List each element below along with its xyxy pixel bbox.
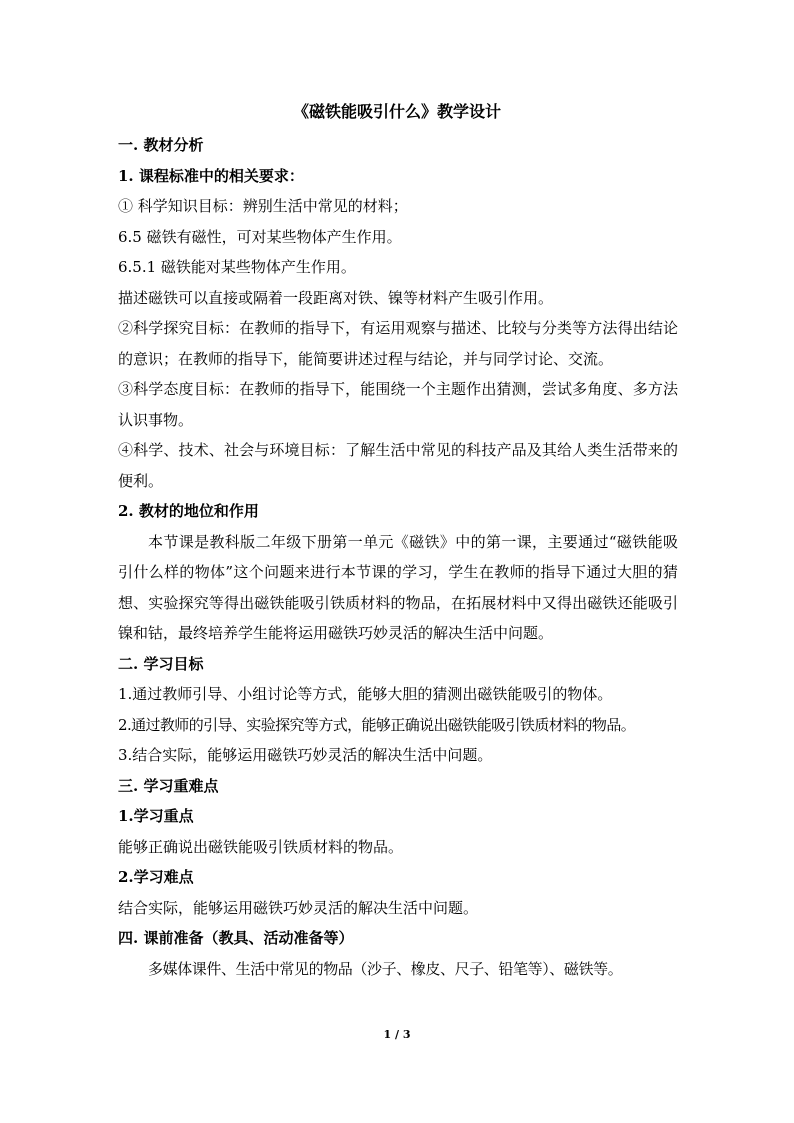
paragraph-objective-2: 2.通过教师的引导、实验探究等方式，能够正确说出磁铁能吸引铁质材料的物品。 [118, 715, 636, 734]
paragraph-attitude-goal: ③科学态度目标：在教师的指导下，能围绕一个主题作出猜测，尝试多角度、多方法认识事物。 [118, 380, 678, 429]
paragraph-objective-1: 1.通过教师引导、小组讨论等方式，能够大胆的猜测出磁铁能吸引的物体。 [118, 685, 613, 703]
subsection-heading-1-1: 1. 课程标准中的相关要求： [118, 166, 304, 185]
paragraph-material-role: 本节课是教科版二年级下册第一单元《磁铁》中的第一课，主要通过“磁铁能吸引什么样的物体”这个问题来进行本节课的学习，学生在教师的指导下通过大胆的猜想、实验探究等得出磁铁能吸引铁质材料的物品，在拓展材料中又得出磁铁还能吸引镍和钴，最终培养学生能将运用磁铁巧妙灵活的解决生活中问题。 [118, 532, 678, 642]
paragraph-preparation: 多媒体课件、生活中常见的物品（沙子、橡皮、尺子、铅笔等）、磁铁等。 [148, 959, 623, 978]
section-heading-4: 四. 课前准备（教具、活动准备等） [118, 929, 354, 947]
paragraph-inquiry-goal: ②科学探究目标：在教师的指导下，有运用观察与描述、比较与分类等方法得出结论的意识；在教师的指导下，能简要讲述过程与结论，并与同学讨论、交流。 [118, 319, 678, 368]
page-number: 1 / 3 [383, 1028, 411, 1041]
subsection-heading-1-2: 2. 教材的地位和作用 [118, 502, 259, 520]
section-heading-3: 三. 学习重难点 [118, 776, 219, 795]
section-heading-2: 二. 学习目标 [118, 654, 204, 673]
document-body [118, 130, 678, 984]
paragraph-standard-6-5-1: 6.5.1 磁铁能对某些物体产生作用。 [118, 258, 356, 276]
paragraph-standard-6-5: 6.5 磁铁有磁性，可对某些物体产生作用。 [118, 227, 402, 246]
document-title: 《磁铁能吸引什么》教学设计 [292, 102, 501, 121]
paragraph-sts-goal: ④科学、技术、社会与环境目标：了解生活中常见的科技产品及其给人类生活带来的便利。 [118, 441, 678, 490]
subsection-heading-3-2: 2.学习难点 [118, 868, 194, 886]
subsection-heading-3-1: 1.学习重点 [118, 807, 194, 825]
section-heading-1: 一. 教材分析 [118, 136, 204, 154]
paragraph-key-point: 能够正确说出磁铁能吸引铁质材料的物品。 [118, 837, 404, 856]
paragraph-description: 描述磁铁可以直接或隔着一段距离对铁、镍等材料产生吸引作用。 [118, 288, 554, 307]
paragraph-knowledge-goal: ① 科学知识目标：辨别生活中常见的材料； [118, 197, 408, 215]
paragraph-objective-3: 3.结合实际，能够运用磁铁巧妙灵活的解决生活中问题。 [118, 746, 493, 764]
paragraph-difficult-point: 结合实际，能够运用磁铁巧妙灵活的解决生活中问题。 [118, 898, 479, 917]
